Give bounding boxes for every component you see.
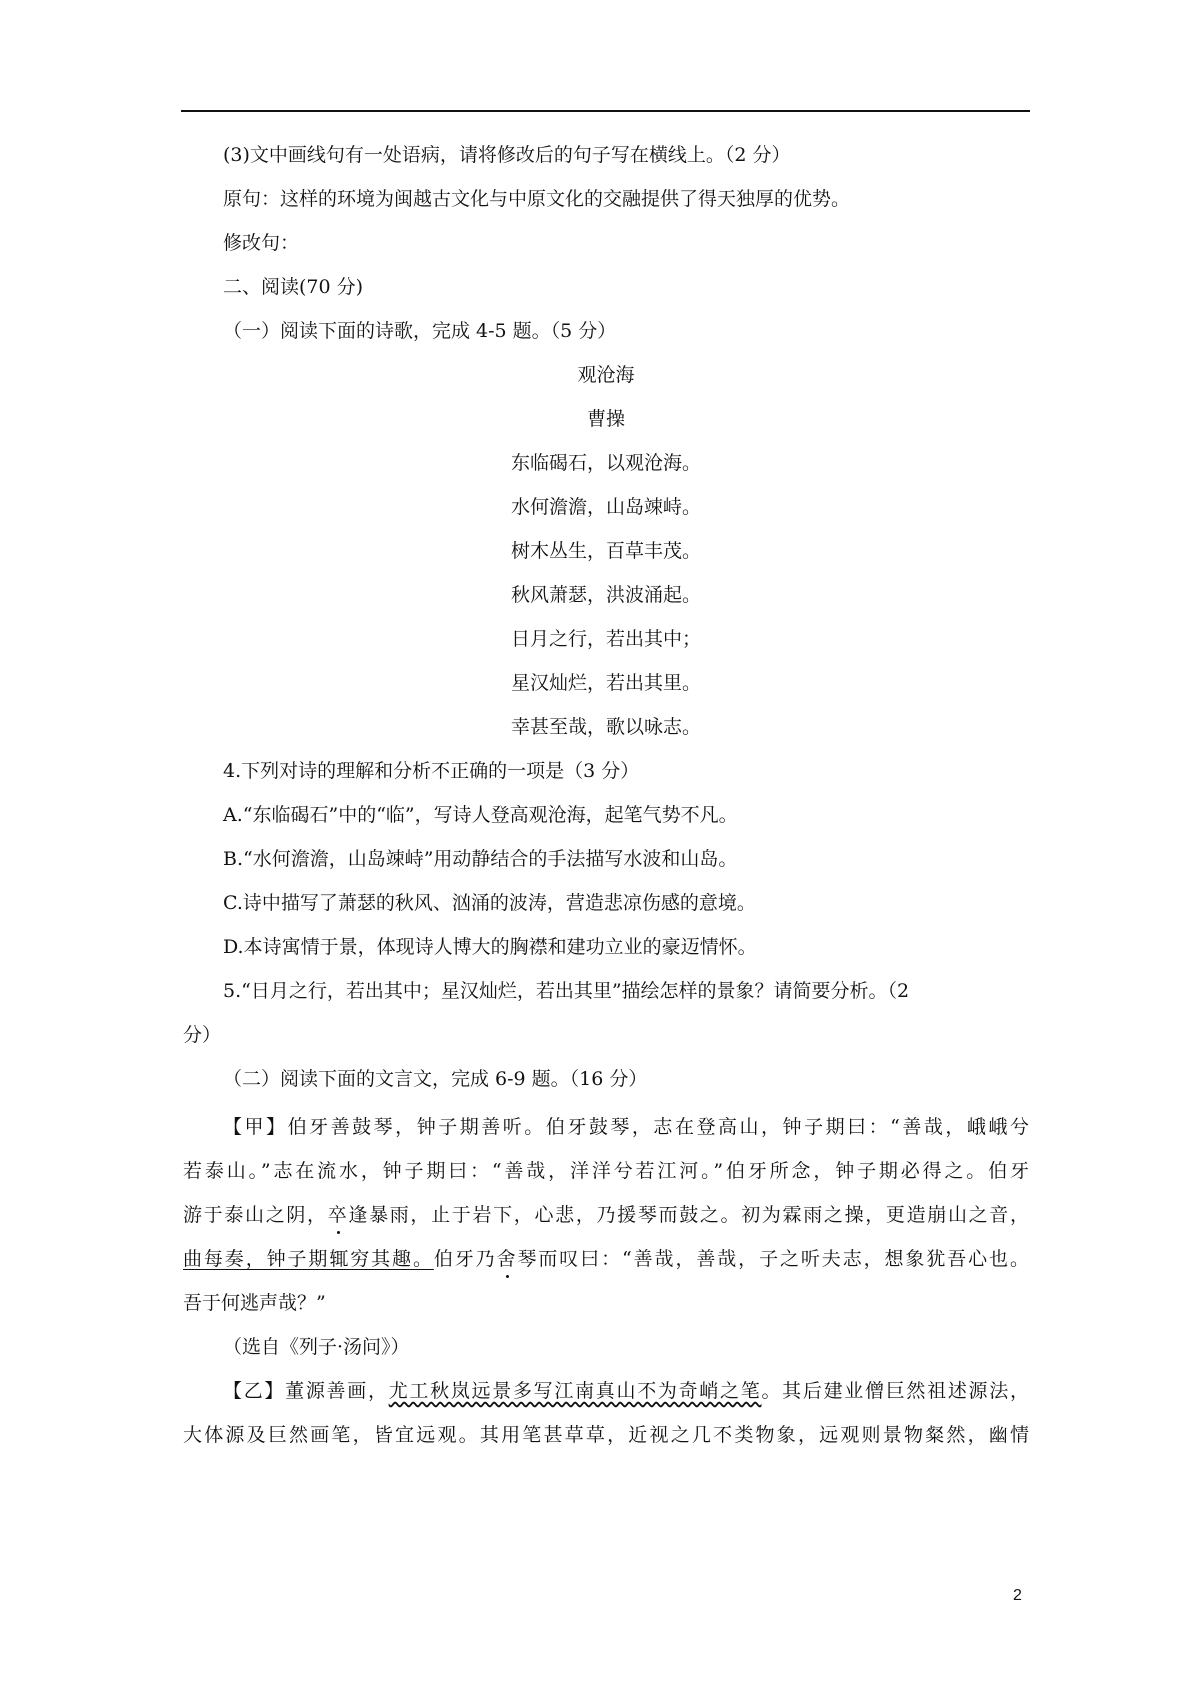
dotted-word: 舍 (496, 1248, 518, 1270)
passage-jia-source: （选自《列子·汤问》） (223, 1336, 410, 1358)
dotted-word: 卒 (327, 1204, 349, 1226)
text-run: 逢暴雨，止于岩下，心悲，乃援琴而鼓之。初为霖雨之操，更造崩山之音， (348, 1204, 1029, 1226)
text-run: 琴而叹曰：“善哉，善哉，子之听夫志，想象犹吾心也。 (517, 1248, 1029, 1270)
text-run: 游于泰山之阴， (183, 1204, 328, 1226)
q3-original-sentence: 原句：这样的环境为闽越古文化与中原文化的交融提供了得天独厚的优势。 (223, 188, 851, 210)
q3-revised-label: 修改句： (223, 232, 300, 254)
passage-jia-line (183, 1245, 1029, 1273)
q4-prompt: 4.下列对诗的理解和分析不正确的一项是（3 分） (223, 760, 640, 782)
poem-line: 幸甚至哉，歌以咏志。 (510, 716, 701, 738)
text-run: 。其后建业僧巨然祖述源法， (761, 1380, 1029, 1402)
poem-line: 星汉灿烂，若出其里。 (510, 672, 701, 694)
q5-prompt: 5.“日月之行，若出其中；星汉灿烂，若出其里”描绘怎样的景象？请简要分析。（2 (223, 980, 910, 1002)
poem-title: 观沧海 (577, 364, 635, 386)
passage-jia-line: 吾于何逃声哉？” (183, 1292, 326, 1314)
q4-option-c: C.诗中描写了萧瑟的秋风、汹涌的波涛，营造悲凉伤感的意境。 (223, 892, 756, 914)
text-run: 伯牙乃 (433, 1248, 497, 1270)
underlined-sentence: 曲每奏，钟子期辄穷其趣。 (183, 1248, 434, 1270)
text-run: 【乙】董源善画， (223, 1380, 389, 1402)
passage-yi-line (223, 1377, 1029, 1405)
poem-line: 秋风萧瑟，洪波涌起。 (510, 584, 701, 606)
q3-prompt: (3)文中画线句有一处语病，请将修改后的句子写在横线上。（2 分） (223, 144, 791, 166)
section-heading: 二、阅读(70 分) (223, 276, 364, 298)
part2-intro: （二）阅读下面的文言文，完成 6-9 题。（16 分） (223, 1068, 648, 1090)
poem-line: 水何澹澹，山岛竦峙。 (510, 496, 701, 518)
wavy-underlined-sentence: 尤工秋岚远景多写江南真山不为奇峭之笔 (388, 1380, 762, 1402)
q4-option-b: B.“水何澹澹，山岛竦峙”用动静结合的手法描写水波和山岛。 (223, 848, 738, 870)
part1-intro: （一）阅读下面的诗歌，完成 4-5 题。（5 分） (223, 320, 617, 342)
poem-author: 曹操 (586, 408, 625, 430)
passage-jia-line: 若泰山。”志在流水，钟子期曰：“善哉，洋洋兮若江河。”伯牙所念，钟子期必得之。伯牙 (183, 1160, 1029, 1182)
passage-jia-line: 【甲】伯牙善鼓琴，钟子期善听。伯牙鼓琴，志在登高山，钟子期曰：“善哉，峨峨兮 (223, 1116, 1029, 1138)
header-rule (181, 110, 1030, 112)
poem-line: 日月之行，若出其中； (510, 628, 701, 650)
poem-line: 东临碣石，以观沧海。 (510, 452, 701, 474)
passage-yi-line: 大体源及巨然画笔，皆宜远观。其用笔甚草草，近视之几不类物象，远观则景物粲然，幽情 (183, 1424, 1029, 1446)
q4-option-a: A.“东临碣石”中的“临”，写诗人登高观沧海，起笔气势不凡。 (223, 804, 738, 826)
passage-jia-line (183, 1201, 1029, 1229)
page-number: 2 (1013, 1587, 1022, 1604)
q4-option-d: D.本诗寓情于景，体现诗人博大的胸襟和建功立业的豪迈情怀。 (223, 936, 757, 958)
poem-line: 树木丛生，百草丰茂。 (510, 540, 701, 562)
q5-prompt-continued: 分） (183, 1024, 222, 1046)
